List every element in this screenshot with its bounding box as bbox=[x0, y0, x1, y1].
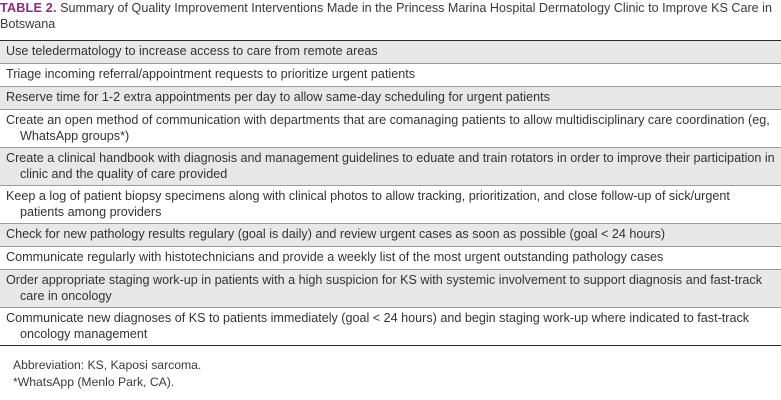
table-cell bbox=[0, 64, 781, 87]
intervention-text: Order appropriate staging work-up in patients with a high suspicion for KS with systemic involvement to support diagnosis and fast-track care in oncology bbox=[6, 273, 762, 303]
table-cell bbox=[0, 247, 781, 270]
whatsapp-footnote: *WhatsApp (Menlo Park, CA). bbox=[13, 375, 175, 389]
table-row bbox=[0, 148, 781, 186]
table-cell bbox=[0, 186, 781, 224]
table-row bbox=[0, 87, 781, 110]
table-row bbox=[0, 247, 781, 270]
table-cell bbox=[0, 148, 781, 186]
intervention-text: Create an open method of communication with departments that are comanaging patients to allow multidisciplinary care coordination (eg, WhatsApp groups*) bbox=[6, 113, 770, 143]
table-row bbox=[0, 186, 781, 224]
table-cell bbox=[0, 308, 781, 346]
table-caption bbox=[0, 0, 781, 32]
intervention-text: Communicate regularly with histotechnicians and provide a weekly list of the most urgent outstanding pathology cases bbox=[6, 250, 664, 264]
table-row bbox=[0, 270, 781, 308]
intervention-text: Use teledermatology to increase access to care from remote areas bbox=[6, 44, 378, 58]
table-cell bbox=[0, 110, 781, 148]
table-row bbox=[0, 110, 781, 148]
table-row bbox=[0, 224, 781, 247]
table-row bbox=[0, 308, 781, 346]
table-title: Summary of Quality Improvement Interventions Made in the Princess Marina Hospital Dermatology Clinic to Improve KS Care in Botswana bbox=[0, 1, 772, 31]
table-footnotes bbox=[0, 357, 781, 391]
table-cell bbox=[0, 270, 781, 308]
intervention-text: Reserve time for 1-2 extra appointments per day to allow same-day scheduling for urgent patients bbox=[6, 90, 550, 104]
interventions-table bbox=[0, 40, 781, 346]
table-cell bbox=[0, 224, 781, 247]
table-row bbox=[0, 41, 781, 64]
intervention-text: Communicate new diagnoses of KS to patients immediately (goal < 24 hours) and begin staging work-up where indicated to fast-track oncology management bbox=[6, 311, 750, 341]
intervention-text: Check for new pathology results regulary (goal is daily) and review urgent cases as soon as possible (goal < 24 hours) bbox=[6, 227, 666, 241]
table-cell bbox=[0, 87, 781, 110]
table-cell bbox=[0, 41, 781, 64]
intervention-text: Keep a log of patient biopsy specimens along with clinical photos to allow tracking, prioritization, and close follow-up of sick/urgent patients among providers bbox=[6, 189, 730, 219]
table-row bbox=[0, 64, 781, 87]
intervention-text: Triage incoming referral/appointment requests to prioritize urgent patients bbox=[6, 67, 416, 81]
table-label: TABLE 2. bbox=[0, 1, 57, 15]
abbreviation-footnote: Abbreviation: KS, Kaposi sarcoma. bbox=[13, 358, 202, 372]
intervention-text: Create a clinical handbook with diagnosis and management guidelines to eduate and train rotators in order to improve their participation in clinic and the quality of care provided bbox=[6, 151, 775, 181]
